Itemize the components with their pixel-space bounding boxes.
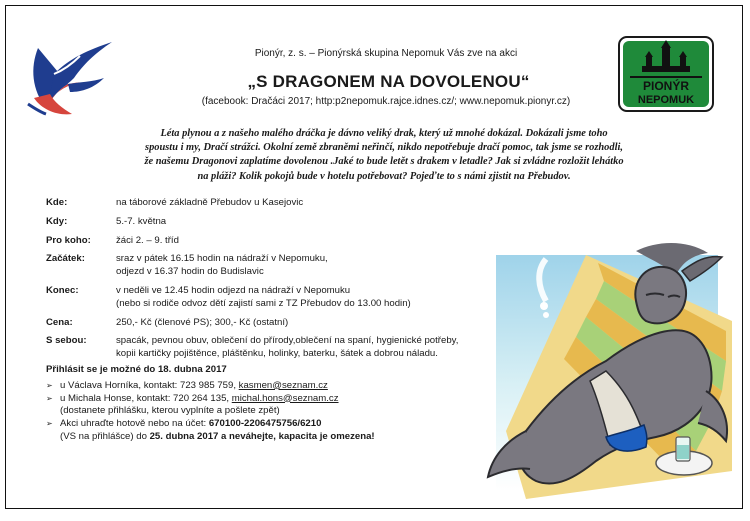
links-line: (facebook: Dračáci 2017; http:p2nepomuk.rajce.idnes.cz/; www.nepomuk.pionyr.cz) xyxy=(201,96,571,107)
intro-line: Léta plynou a z našeho malého dráčka je dávno veliký drak, který už mnohé dokázal. Dokázali jsme toho xyxy=(160,128,608,139)
detail-value: odjezd v 16.37 hodin do Budislavic xyxy=(116,266,264,278)
contact-text: u Michala Honse, kontakt: 720 264 135, xyxy=(60,392,232,404)
arrow-bullet-icon: ➢ xyxy=(46,380,53,390)
detail-key: Kdy: xyxy=(46,215,68,227)
payment-account: 670100-2206475756/6210 xyxy=(208,418,322,430)
invitation-page xyxy=(5,5,743,509)
detail-value: 250,- Kč (členové PS); 300,- Kč (ostatní) xyxy=(116,316,289,328)
payment-item xyxy=(46,418,506,431)
intro-line: na pláži? Kolik pokojů bude v hotelu potřebovat? Pojeďte to s námi zjistit na Přebudov. xyxy=(197,170,571,182)
detail-value: sraz v pátek 16.15 hodin na nádraží v Nepomuku, xyxy=(116,253,328,265)
detail-row-cena xyxy=(46,317,506,330)
signup-title: Přihlásit se je možné do 18. dubna 2017 xyxy=(46,364,227,375)
detail-row-pro-koho xyxy=(46,235,506,248)
intro-line: spoustu i my, Dračí strážci. Okolní země zbraněmi neřinčí, nikdo nepotřebuje dračí pomoc, tak jsme se rozhodli, xyxy=(145,142,623,154)
detail-key: Kde: xyxy=(46,197,68,208)
payment-note xyxy=(46,431,506,444)
detail-key: S sebou: xyxy=(46,335,87,347)
detail-value: žáci 2. – 9. tříd xyxy=(116,234,179,246)
detail-key: Konec: xyxy=(46,284,79,296)
detail-value: na táborové základně Přebudov u Kasejovic xyxy=(116,197,304,208)
payment-text: Akci uhraďte hotově nebo na účet: xyxy=(60,418,209,430)
page-title: „S DRAGONEM NA DOVOLENOU“ xyxy=(247,72,530,91)
pionyr-swallow-logo xyxy=(24,38,116,118)
dragon-illustration xyxy=(486,241,732,499)
detail-row-kdy xyxy=(46,216,506,229)
detail-key: Cena: xyxy=(46,316,73,328)
pionyr-nepomuk-logo xyxy=(618,36,714,112)
detail-value: (nebo si rodiče odvoz dětí zajistí sami z TZ Přebudov do 13.00 hodin) xyxy=(116,297,411,309)
signup-section xyxy=(46,364,506,444)
email-link[interactable]: michal.hons@seznam.cz xyxy=(231,392,339,404)
event-details xyxy=(46,197,506,361)
arrow-bullet-icon: ➢ xyxy=(46,393,53,403)
contact-item xyxy=(46,380,506,393)
payment-note-text: (VS na přihlášce) do xyxy=(60,430,150,442)
detail-row-zacatek xyxy=(46,253,506,279)
contact-note: (dostanete přihlášku, kterou vyplníte a pošlete zpět) xyxy=(60,405,280,417)
contact-item xyxy=(46,393,506,406)
detail-row-kde xyxy=(46,197,506,210)
detail-value: v neděli ve 12.45 hodin odjezd na nádraží v Nepomuku xyxy=(116,284,351,296)
detail-value: 5.-7. května xyxy=(116,215,167,227)
contact-text: u Václava Horníka, kontakt: 723 985 759, xyxy=(60,379,239,391)
detail-row-s-sebou xyxy=(46,335,506,361)
logo-text-line2: NEPOMUK xyxy=(637,94,695,106)
payment-deadline: 25. dubna 2017 a neváhejte, kapacita je omezena! xyxy=(149,430,375,442)
intro-line: že našemu Dragonovi zaplatíme dovolenou .Jaké to bude letět s drakem v letadle? Jak si zvládne rozložit lehátko xyxy=(144,156,624,168)
detail-value: kopii kartičky pojištěnce, pláštěnku, holinky, baterku, šátek a dobrou náladu. xyxy=(116,348,438,360)
email-link[interactable]: kasmen@seznam.cz xyxy=(238,379,328,391)
detail-key: Pro koho: xyxy=(46,234,91,246)
detail-value: spacák, pevnou obuv, oblečení do přírody,oblečení na spaní, hygienické potřeby, xyxy=(116,335,459,347)
organizer-line: Pionýr, z. s. – Pionýrská skupina Nepomuk Vás zve na akci xyxy=(254,48,518,59)
logo-text-line1: PIONÝR xyxy=(642,79,690,93)
detail-row-konec xyxy=(46,285,506,311)
detail-key: Začátek: xyxy=(46,253,85,265)
arrow-bullet-icon: ➢ xyxy=(46,419,53,429)
intro-paragraph xyxy=(80,127,688,184)
